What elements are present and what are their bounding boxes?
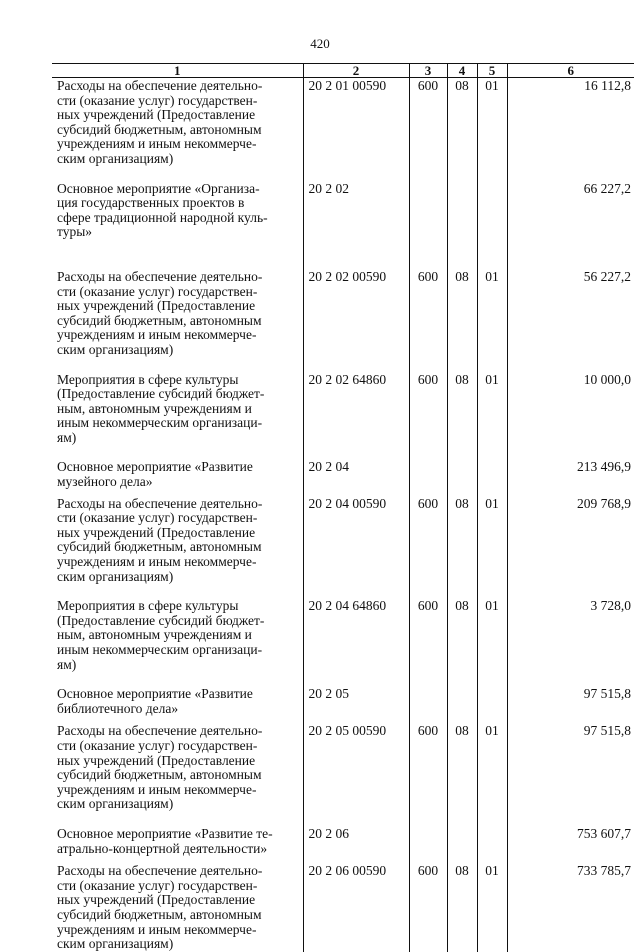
table-body bbox=[52, 78, 634, 952]
header-col-4: 4 bbox=[447, 64, 477, 78]
row-col-5: 01 bbox=[477, 78, 507, 181]
row-description: Расходы на обеспечение деятельно- сти (оказание услуг) государствен- ных учреждений (Предоставление субсидий бюджетным, автономным учреждениям и иным некоммерче- ским организациям) bbox=[57, 268, 263, 357]
row-col-4: 08 bbox=[447, 863, 477, 952]
row-code: 20 2 04 bbox=[303, 459, 409, 495]
row-description: Расходы на обеспечение деятельно- сти (оказание услуг) государствен- ных учреждений (Предоставление субсидий бюджетным, автономным учреждениям и иным некоммерче- ским организациям) bbox=[57, 78, 263, 166]
row-description: Мероприятия в сфере культуры (Предоставление субсидий бюджет- ным, автономным учреждениям и иным некоммерческим организаци- ям) bbox=[57, 598, 265, 672]
row-col-5 bbox=[477, 181, 507, 269]
row-col-4 bbox=[447, 826, 477, 863]
table-row bbox=[52, 269, 634, 372]
row-col-3: 600 bbox=[409, 598, 447, 686]
row-amount: 16 112,8 bbox=[507, 78, 634, 181]
row-col-3: 600 bbox=[409, 269, 447, 372]
row-description: Основное мероприятие «Развитие музейного дела» bbox=[57, 459, 253, 490]
row-amount: 209 768,9 bbox=[507, 496, 634, 599]
table-row bbox=[52, 863, 634, 952]
row-col-5 bbox=[477, 826, 507, 863]
row-code: 20 2 02 64860 bbox=[303, 372, 409, 460]
row-col-5: 01 bbox=[477, 496, 507, 599]
row-amount: 3 728,0 bbox=[507, 598, 634, 686]
row-col-4 bbox=[447, 686, 477, 723]
table-row bbox=[52, 826, 634, 863]
row-description: Мероприятия в сфере культуры (Предоставление субсидий бюджет- ным, автономным учреждениям и иным некоммерческим организаци- ям) bbox=[57, 371, 265, 445]
row-amount: 733 785,7 bbox=[507, 863, 634, 952]
row-col-5: 01 bbox=[477, 863, 507, 952]
row-code: 20 2 05 bbox=[303, 686, 409, 723]
budget-table-container bbox=[52, 63, 634, 952]
header-col-1: 1 bbox=[52, 64, 303, 78]
row-col-4: 08 bbox=[447, 598, 477, 686]
row-col-3 bbox=[409, 686, 447, 723]
row-col-3: 600 bbox=[409, 863, 447, 952]
row-amount: 66 227,2 bbox=[507, 181, 634, 269]
row-description: Основное мероприятие «Развитие библиотечного дела» bbox=[57, 686, 253, 716]
table-header-row bbox=[52, 64, 634, 78]
row-col-5 bbox=[477, 459, 507, 495]
row-col-4 bbox=[447, 181, 477, 269]
budget-table bbox=[52, 63, 634, 952]
row-col-3: 600 bbox=[409, 372, 447, 460]
row-description: Расходы на обеспечение деятельно- сти (оказание услуг) государствен- ных учреждений (Предоставление субсидий бюджетным, автономным учреждениям и иным некоммерче- ским организациям) bbox=[57, 723, 263, 812]
table-row bbox=[52, 78, 634, 181]
row-col-5: 01 bbox=[477, 372, 507, 460]
header-col-3: 3 bbox=[409, 64, 447, 78]
row-amount: 97 515,8 bbox=[507, 686, 634, 723]
row-col-4: 08 bbox=[447, 496, 477, 599]
row-amount: 213 496,9 bbox=[507, 459, 634, 495]
table-row bbox=[52, 496, 634, 599]
row-code: 20 2 02 00590 bbox=[303, 269, 409, 372]
row-col-3 bbox=[409, 826, 447, 863]
table-row bbox=[52, 459, 634, 495]
row-col-4: 08 bbox=[447, 723, 477, 826]
table-row bbox=[52, 598, 634, 686]
row-code: 20 2 06 bbox=[303, 826, 409, 863]
row-description: Расходы на обеспечение деятельно- сти (оказание услуг) государствен- ных учреждений (Предоставление субсидий бюджетным, автономным учреждениям и иным некоммерче- ским организациям) bbox=[57, 863, 263, 952]
row-col-5: 01 bbox=[477, 598, 507, 686]
row-code: 20 2 05 00590 bbox=[303, 723, 409, 826]
row-code: 20 2 04 00590 bbox=[303, 496, 409, 599]
row-col-3: 600 bbox=[409, 723, 447, 826]
row-col-5 bbox=[477, 686, 507, 723]
row-code: 20 2 06 00590 bbox=[303, 863, 409, 952]
row-description: Основное мероприятие «Развитие те- атрально-концертной деятельности» bbox=[57, 825, 273, 856]
row-code: 20 2 04 64860 bbox=[303, 598, 409, 686]
row-col-3: 600 bbox=[409, 496, 447, 599]
row-col-3: 600 bbox=[409, 78, 447, 181]
row-description: Основное мероприятие «Организа- ция государственных проектов в сфере традиционной народной куль- туры» bbox=[57, 180, 268, 240]
row-col-4: 08 bbox=[447, 372, 477, 460]
row-code: 20 2 02 bbox=[303, 181, 409, 269]
page-number: 420 bbox=[310, 36, 330, 51]
row-col-4: 08 bbox=[447, 269, 477, 372]
header-col-6: 6 bbox=[507, 64, 634, 78]
table-row bbox=[52, 686, 634, 723]
row-col-4 bbox=[447, 459, 477, 495]
row-amount: 753 607,7 bbox=[507, 826, 634, 863]
row-col-5: 01 bbox=[477, 723, 507, 826]
row-col-5: 01 bbox=[477, 269, 507, 372]
row-col-3 bbox=[409, 459, 447, 495]
table-row bbox=[52, 723, 634, 826]
row-amount: 97 515,8 bbox=[507, 723, 634, 826]
header-col-5: 5 bbox=[477, 64, 507, 78]
row-amount: 56 227,2 bbox=[507, 269, 634, 372]
row-col-4: 08 bbox=[447, 78, 477, 181]
table-row bbox=[52, 181, 634, 269]
row-col-3 bbox=[409, 181, 447, 269]
row-code: 20 2 01 00590 bbox=[303, 78, 409, 181]
row-amount: 10 000,0 bbox=[507, 372, 634, 460]
header-col-2: 2 bbox=[303, 64, 409, 78]
table-row bbox=[52, 372, 634, 460]
row-description: Расходы на обеспечение деятельно- сти (оказание услуг) государствен- ных учреждений (Предоставление субсидий бюджетным, автономным учреждениям и иным некоммерче- ским организациям) bbox=[57, 495, 263, 584]
